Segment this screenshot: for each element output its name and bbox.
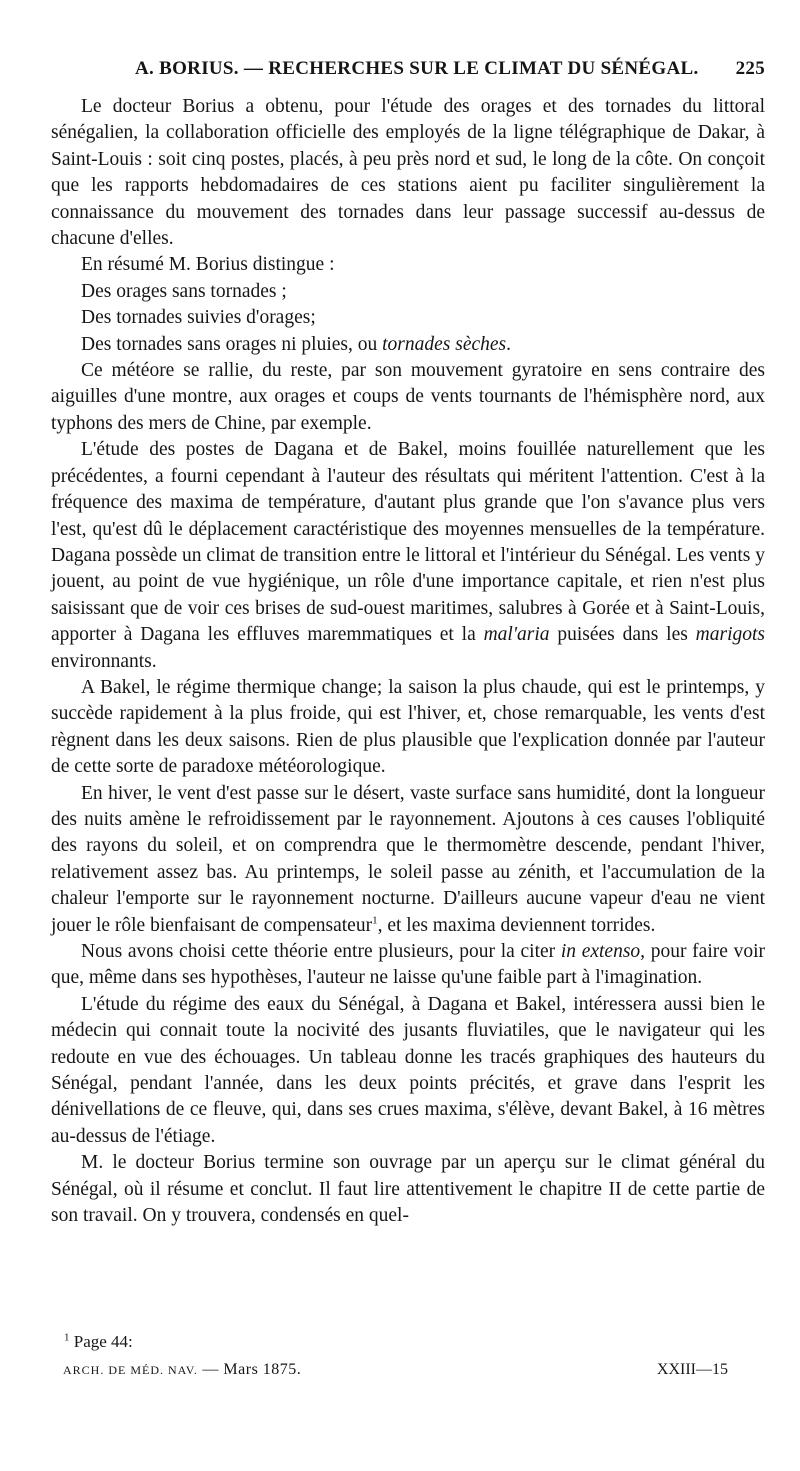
- list-item: Des tornades suivies d'orages;: [81, 307, 316, 329]
- paragraph-river-regime: L'étude du régime des eaux du Sénégal, à Dagana et Bakel, intéressera aussi bien le médecin qui connait toute la nocivité des jusants fluviatiles, que le navigateur qui les redoute en vue des échouages. Un tableau donne les tracés graphiques des hauteurs du Sénégal, pendant l'année, dans les deux points précités, et grave dans l'esprit les dénivellations de ce fleuve, qui, dans ses crues maxima, s'élève, devant Bakel, à 16 mètres au-dessus de l'étiage.: [51, 993, 765, 1147]
- italic-term: in extenso,: [560, 941, 646, 962]
- paragraph-summary-intro: En résumé M. Borius distingue :: [81, 254, 335, 276]
- text-run: puisées dans les: [549, 624, 696, 646]
- text-run: pour faire voir que, même dans ses hypothèses, l'auteur ne laisse qu'une faible part à l'imagination.: [51, 941, 765, 989]
- text-run: environnants.: [51, 650, 157, 672]
- journal-date: Mars 1875.: [223, 1361, 302, 1378]
- body-text: [51, 94, 765, 1229]
- text-run: En hiver, le vent d'est passe sur le désert, vaste surface sans humidité, dont la longueur des nuits amène le refroidissement par le rayonnement. Ajoutons à ces causes l'obliquité des rayons du soleil, et on comprendra que le thermomètre descende, pendant l'hiver, relativement assez bas. Au printemps, le soleil passe au zénith, et l'accumulation de la chaleur l'emporte sur le rayonnement nocturne. D'ailleurs aucune vapeur d'eau ne vient jouer le rôle bienfaisant de compensateur: [51, 782, 765, 936]
- footer-dash: —: [197, 1361, 224, 1378]
- footnote-mark: 1: [64, 1331, 70, 1344]
- italic-term: marigots: [695, 624, 766, 646]
- paragraph-telegraph-stations: Le docteur Borius a obtenu, pour l'étude des orages et des tornades du littoral sénégalien, la collaboration officielle des employés de la ligne télégraphique de Dakar, à Saint-Louis : soit cinq postes, placés, à peu près nord et sud, le long de la côte. On conçoit que les rapports hebdomadaires de ces stations aient pu faciliter singulièrement la connaissance du mouvement des tornades dans leur passage successif au-dessus de chacune d'elles.: [51, 96, 765, 250]
- paragraph-winter-wind: [51, 781, 765, 939]
- list-item-end: .: [506, 333, 512, 355]
- italic-term: mal'aria: [483, 624, 550, 646]
- footnote-text: Page 44:: [69, 1332, 133, 1351]
- text-run: L'étude des postes de Dagana et de Bakel, moins fouillée naturellement que les précédentes, a fourni cependant à l'auteur des résultats qui méritent l'attention. C'est à la fréquence des maxima de température, d'autant plus grande que l'on s'avance plus vers l'est, qu'est dû le déplacement caractéristique des moyennes mensuelles de la température. Dagana possède un climat de transition entre le littoral et l'intérieur du Sénégal. Les vents y jouent, au point de vue hygiénique, un rôle d'une importance capitale, et rien n'est plus saisissant que de voir ces brises de sud-ouest maritimes, salubres à Gorée et à Saint-Louis, apporter à Dagana les effluves maremmatiques et la: [51, 439, 765, 646]
- page-footer: [63, 1361, 728, 1385]
- text-run: Nous avons choisi cette théorie entre plusieurs, pour la citer: [81, 941, 561, 962]
- text-run: , et les maxima deviennent torrides.: [377, 914, 656, 936]
- page-number: 225: [735, 58, 765, 79]
- paragraph-gyratory-motion: Ce météore se rallie, du reste, par son mouvement gyratoire en sens contraire des aiguilles d'une montre, aux orages et coups de vents tournants de l'hémisphère nord, aux typhons des mers de Chine, par exemple.: [51, 360, 765, 434]
- footer-journal: [63, 1361, 301, 1379]
- list-item: Des orages sans tornades ;: [81, 280, 287, 302]
- paragraph-dagana-bakel: [51, 437, 765, 675]
- running-head: [135, 58, 765, 86]
- running-title: A. BORIUS. — RECHERCHES SUR LE CLIMAT DU SÉNÉGAL.: [135, 58, 699, 79]
- paragraph-conclusion: M. le docteur Borius termine son ouvrage par un aperçu sur le climat général du Sénégal, où il résume et conclut. Il faut lire attentivement le chapitre II de cette partie de son travail. On y trouvera, condensés en quel-: [51, 1152, 765, 1227]
- list-item-text: Des tornades sans orages ni pluies, ou: [81, 333, 383, 355]
- paragraph-theory-choice: [51, 939, 765, 992]
- list-item: [51, 332, 765, 358]
- footnote-reference: 1: [372, 914, 378, 927]
- journal-name: ARCH. DE MÉD. NAV.: [63, 1363, 198, 1377]
- signature-mark: XXIII—15: [656, 1361, 728, 1378]
- italic-term: tornades sèches: [382, 333, 507, 355]
- paragraph-bakel-regime: A Bakel, le régime thermique change; la saison la plus chaude, qui est le printemps, y succède rapidement à la plus froide, qui est l'hiver, et, chose remarquable, les vents d'est règnent dans les deux saisons. Rien de plus plausible que l'explication donnée par l'auteur de cette sorte de paradoxe météorologique.: [51, 676, 765, 778]
- footnote: [64, 1332, 133, 1352]
